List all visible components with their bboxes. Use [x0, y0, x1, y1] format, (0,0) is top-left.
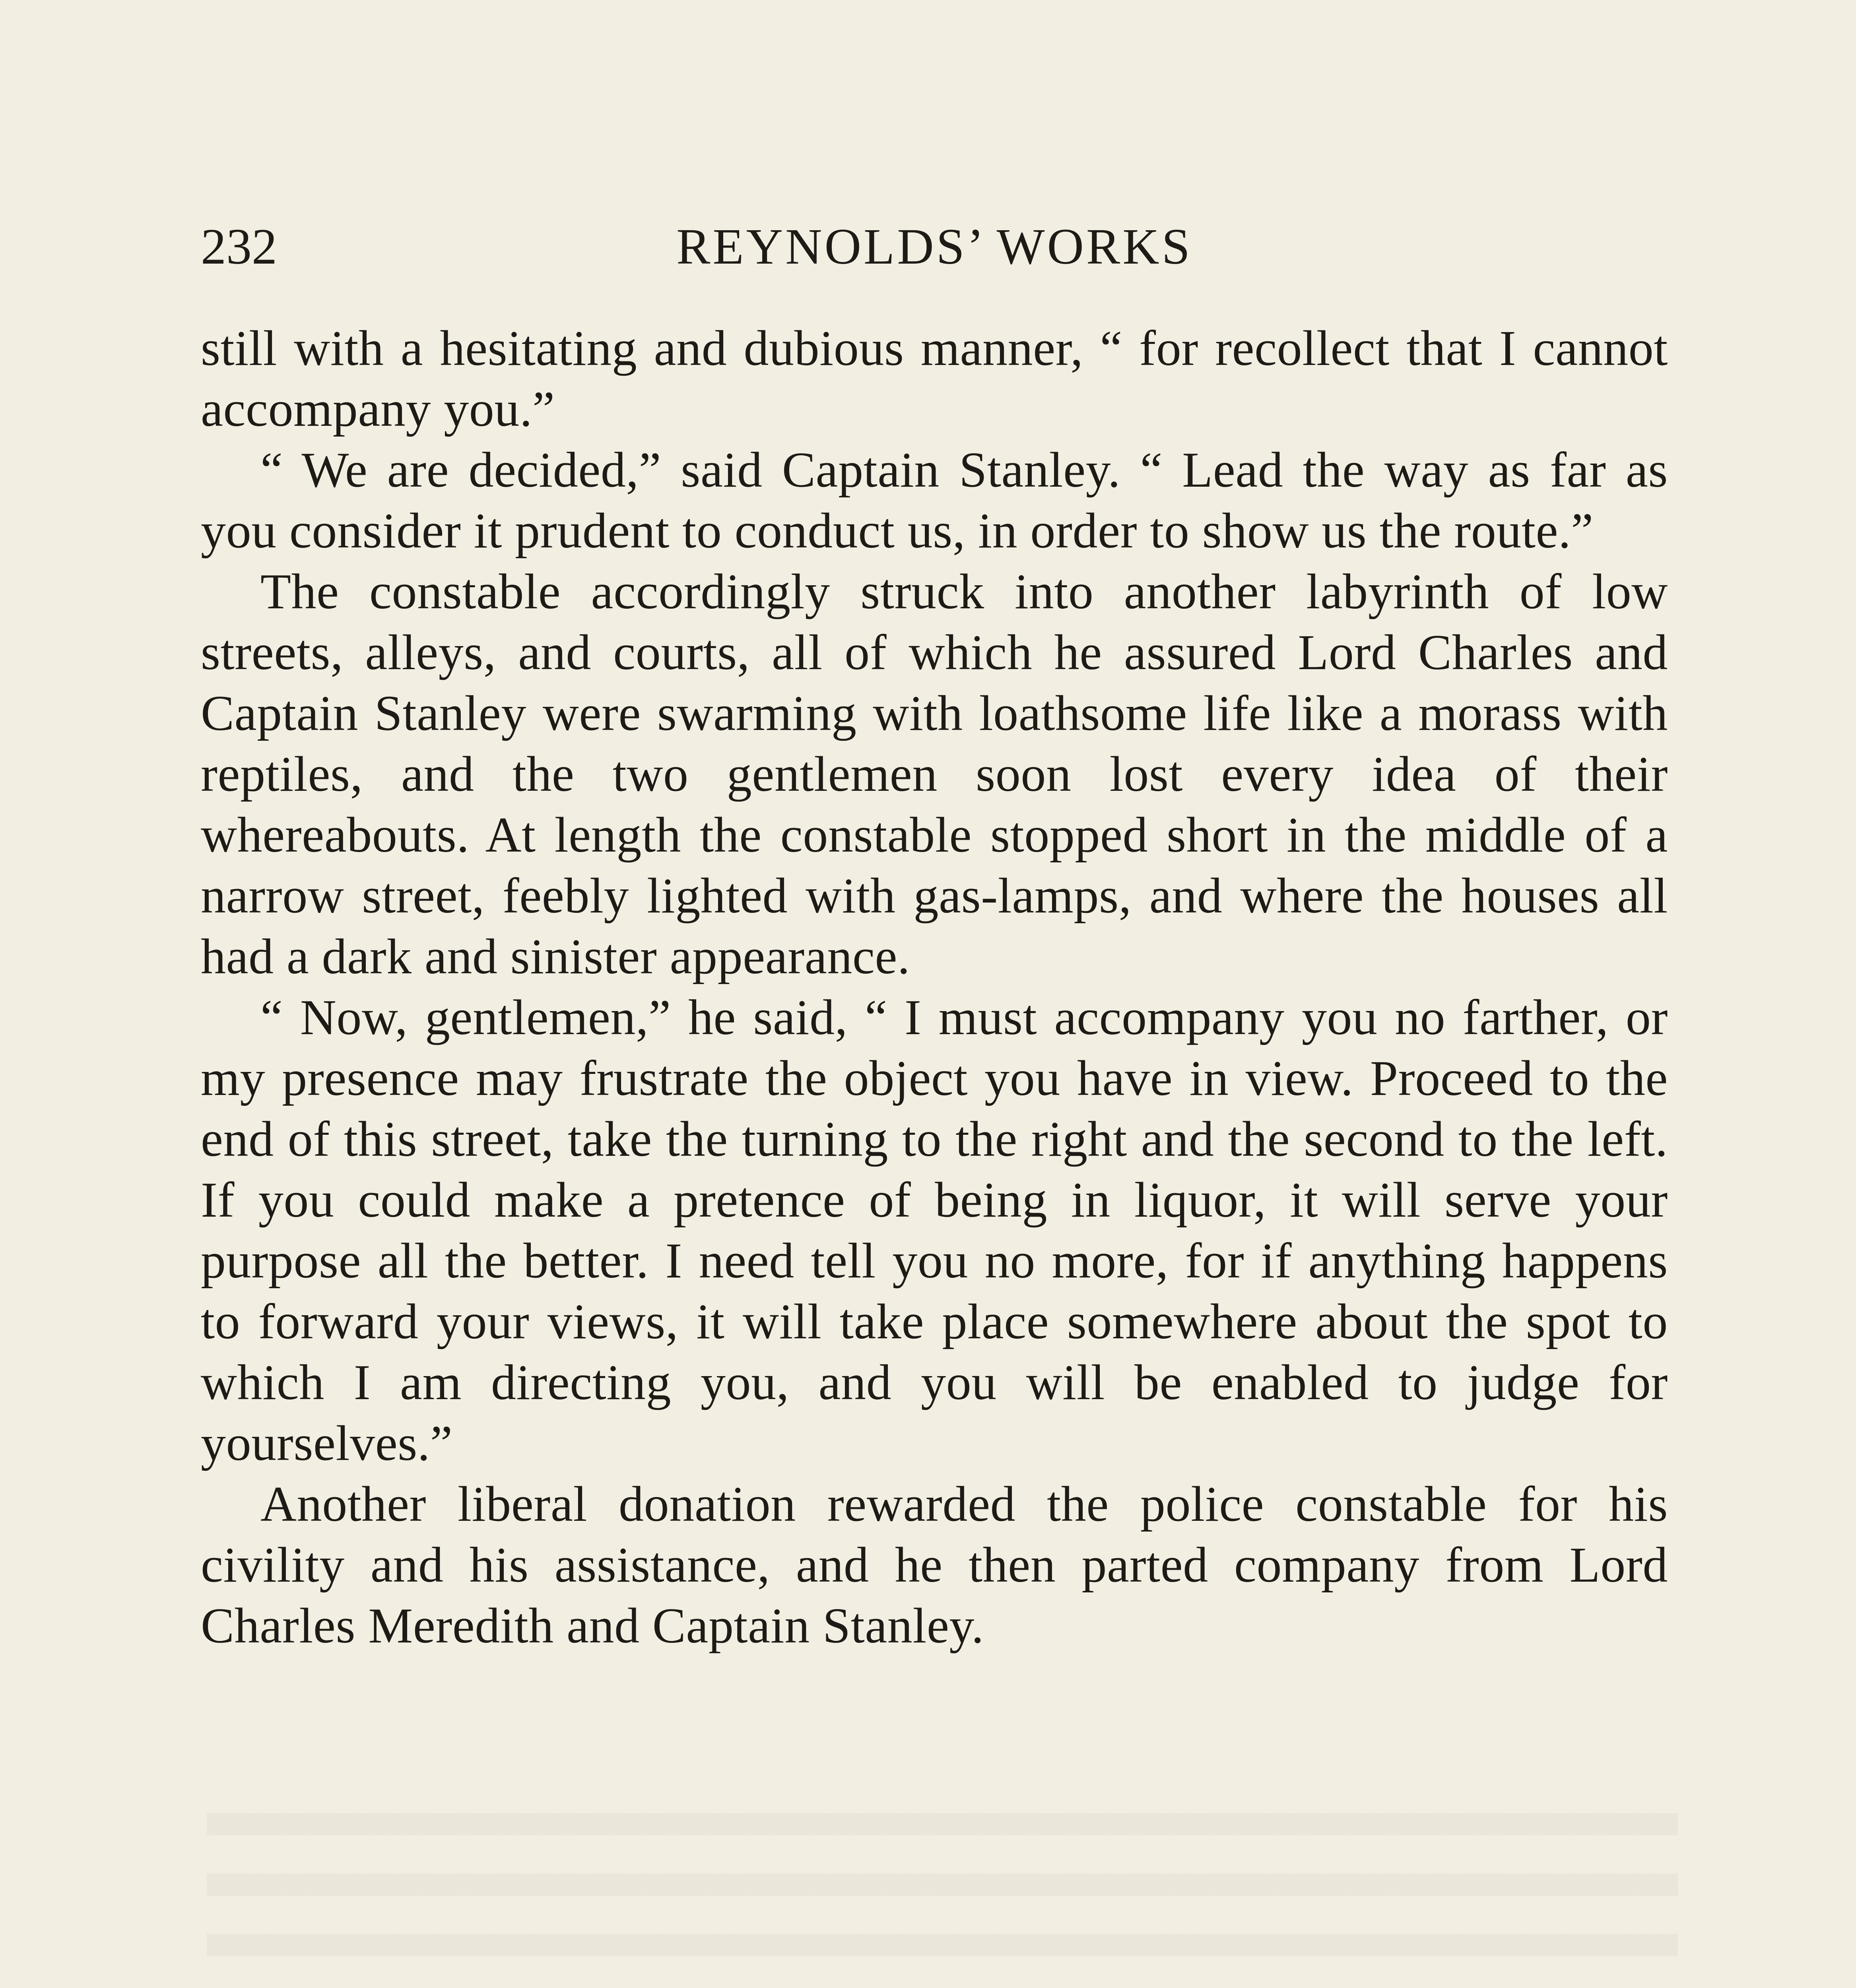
page-number: 232: [201, 218, 277, 275]
paragraph: The constable accordingly struck into another labyrinth of low streets, alleys, and courts, all of which he assured Lord Charles and Captain Stanley were swarming with loathsome life like a morass with reptiles, and the two gentlemen soon lost every idea of their whereabouts. At length the constable stopped short in the middle of a narrow street, feebly lighted with gas-lamps, and where the houses all had a dark and sinister appearance.: [201, 564, 1668, 984]
bleed-through-texture: [207, 1813, 1678, 1988]
paragraph: “ We are decided,” said Captain Stanley. “ Lead the way as far as you consider it prudent to conduct us, in order to show us the route.”: [201, 443, 1668, 559]
paragraph: Another liberal donation rewarded the police constable for his civility and his assistance, and he then parted company from Lord Charles Meredith and Captain Stanley.: [201, 1477, 1668, 1654]
running-head: REYNOLDS’ WORKS: [676, 218, 1192, 275]
paragraph: still with a hesitating and dubious manner, “ for recollect that I cannot accompany you.”: [201, 321, 1668, 437]
page-header: [201, 211, 1668, 282]
body-text: [201, 318, 1668, 1656]
paragraph: “ Now, gentlemen,” he said, “ I must accompany you no farther, or my presence may frustrate the object you have in view. Proceed to the end of this street, take the turning to the right and the second to the left. If you could make a pretence of being in liquor, it will serve your purpose all the better. I need tell you no more, for if anything happens to forward your views, it will take place somewhere about the spot to which I am directing you, and you will be enabled to judge for yourselves.”: [201, 990, 1668, 1471]
